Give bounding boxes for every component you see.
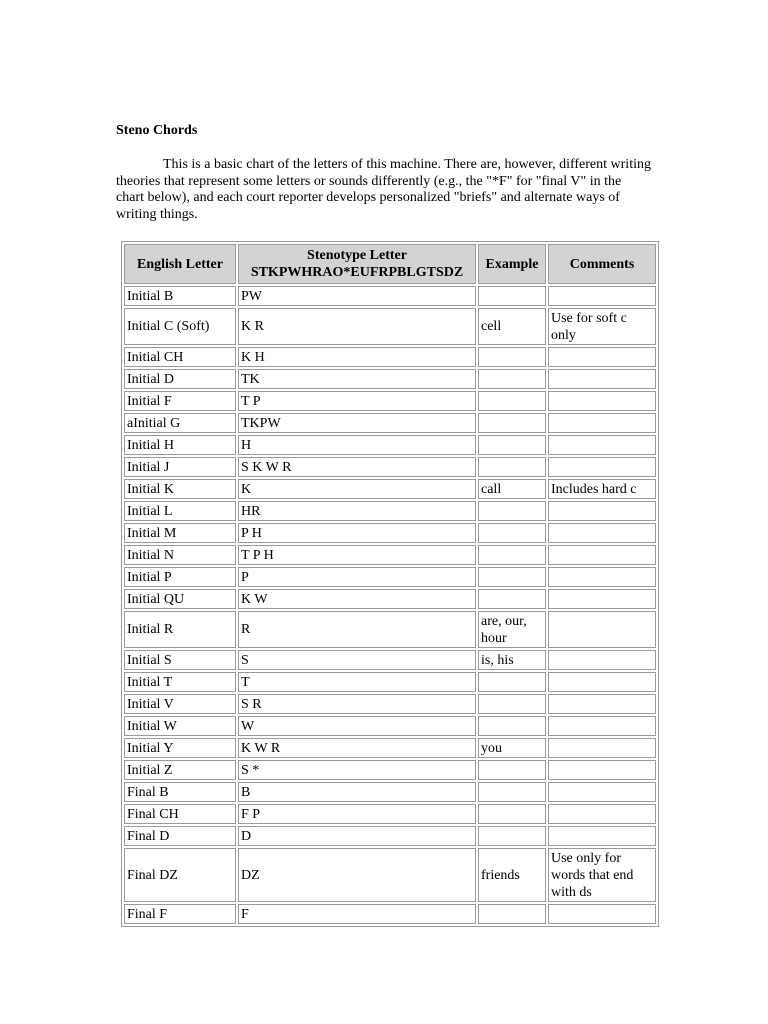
stenotype-letter-cell: T [238,672,476,692]
english-letter-cell: Initial L [124,501,236,521]
table-row [124,650,656,670]
table-row [124,826,656,846]
stenotype-letter-cell: PW [238,286,476,306]
example-cell: friends [478,848,546,902]
header-example: Example [478,244,546,284]
example-cell [478,567,546,587]
example-cell [478,804,546,824]
stenotype-letter-cell: S * [238,760,476,780]
stenotype-letter-cell: F [238,904,476,924]
english-letter-cell: Initial R [124,611,236,648]
table-row [124,904,656,924]
comments-cell [548,435,656,455]
comments-cell [548,672,656,692]
example-cell: are, our, hour [478,611,546,648]
table-row [124,611,656,648]
table-row [124,738,656,758]
stenotype-letter-cell: F P [238,804,476,824]
stenotype-letter-cell: TK [238,369,476,389]
english-letter-cell: aInitial G [124,413,236,433]
english-letter-cell: Initial T [124,672,236,692]
header-comments: Comments [548,244,656,284]
intro-paragraph: This is a basic chart of the letters of this machine. There are, however, different writing theories that represent some letters or sounds differently (e.g., the "*F" for "final V" in the chart below), and each court reporter develops personalized "briefs" and alternate ways of writing things. [116,157,651,222]
comments-cell [548,782,656,802]
english-letter-cell: Initial D [124,369,236,389]
english-letter-cell: Initial J [124,457,236,477]
table-row [124,523,656,543]
table-row [124,804,656,824]
english-letter-cell: Initial N [124,545,236,565]
comments-cell: Use for soft c only [548,308,656,345]
comments-cell [548,457,656,477]
english-letter-cell: Initial QU [124,589,236,609]
example-cell [478,694,546,714]
table-row [124,716,656,736]
example-cell [478,760,546,780]
english-letter-cell: Initial S [124,650,236,670]
table-row [124,589,656,609]
table-row [124,413,656,433]
english-letter-cell: Initial C (Soft) [124,308,236,345]
stenotype-letter-cell: D [238,826,476,846]
stenotype-letter-cell: K [238,479,476,499]
english-letter-cell: Initial W [124,716,236,736]
table-row [124,501,656,521]
header-stenotype-letter [238,244,476,284]
comments-cell [548,589,656,609]
example-cell [478,545,546,565]
stenotype-letter-cell: K H [238,347,476,367]
english-letter-cell: Initial CH [124,347,236,367]
comments-cell [548,413,656,433]
example-cell [478,523,546,543]
table-row [124,760,656,780]
example-cell: call [478,479,546,499]
stenotype-letter-cell: T P H [238,545,476,565]
comments-cell [548,904,656,924]
stenotype-letter-cell: P [238,567,476,587]
table-row [124,369,656,389]
example-cell [478,782,546,802]
comments-cell [548,501,656,521]
comments-cell [548,650,656,670]
comments-cell [548,716,656,736]
table-body [124,286,656,924]
english-letter-cell: Initial M [124,523,236,543]
header-stenotype-keys: STKPWHRAO*EUFRPBLGTSDZ [250,265,464,280]
stenotype-letter-cell: K W R [238,738,476,758]
table-row [124,347,656,367]
table-row [124,545,656,565]
english-letter-cell: Initial P [124,567,236,587]
comments-cell [548,738,656,758]
example-cell [478,589,546,609]
stenotype-letter-cell: S [238,650,476,670]
header-stenotype-title: Stenotype Letter [307,248,407,263]
stenotype-letter-cell: TKPW [238,413,476,433]
table-row [124,694,656,714]
comments-cell [548,545,656,565]
english-letter-cell: Initial H [124,435,236,455]
example-cell [478,672,546,692]
comments-cell [548,391,656,411]
comments-cell [548,694,656,714]
stenotype-letter-cell: K W [238,589,476,609]
english-letter-cell: Initial Z [124,760,236,780]
example-cell: cell [478,308,546,345]
english-letter-cell: Initial F [124,391,236,411]
example-cell [478,457,546,477]
example-cell: you [478,738,546,758]
comments-cell [548,611,656,648]
english-letter-cell: Initial V [124,694,236,714]
english-letter-cell: Final D [124,826,236,846]
stenotype-letter-cell: R [238,611,476,648]
table-header-row [124,244,656,284]
example-cell [478,435,546,455]
stenotype-letter-cell: W [238,716,476,736]
stenotype-letter-cell: S K W R [238,457,476,477]
table-row [124,391,656,411]
table-row [124,567,656,587]
example-cell [478,391,546,411]
comments-cell [548,369,656,389]
comments-cell [548,804,656,824]
english-letter-cell: Initial B [124,286,236,306]
example-cell [478,286,546,306]
table-row [124,286,656,306]
steno-chart-table [121,241,659,927]
stenotype-letter-cell: DZ [238,848,476,902]
page-title: Steno Chords [116,123,198,138]
comments-cell [548,567,656,587]
example-cell [478,904,546,924]
comments-cell: Use only for words that end with ds [548,848,656,902]
table-row [124,435,656,455]
comments-cell [548,760,656,780]
english-letter-cell: Final F [124,904,236,924]
table-row [124,848,656,902]
example-cell [478,369,546,389]
stenotype-letter-cell: H [238,435,476,455]
english-letter-cell: Final B [124,782,236,802]
stenotype-letter-cell: HR [238,501,476,521]
stenotype-letter-cell: P H [238,523,476,543]
english-letter-cell: Final DZ [124,848,236,902]
example-cell [478,501,546,521]
comments-cell [548,523,656,543]
comments-cell [548,286,656,306]
english-letter-cell: Initial Y [124,738,236,758]
table-row [124,308,656,345]
example-cell [478,716,546,736]
stenotype-letter-cell: S R [238,694,476,714]
table-row [124,479,656,499]
stenotype-letter-cell: B [238,782,476,802]
example-cell [478,826,546,846]
english-letter-cell: Initial K [124,479,236,499]
stenotype-letter-cell: T P [238,391,476,411]
table-row [124,672,656,692]
example-cell: is, his [478,650,546,670]
table-row [124,782,656,802]
english-letter-cell: Final CH [124,804,236,824]
comments-cell [548,826,656,846]
table-row [124,457,656,477]
comments-cell [548,347,656,367]
stenotype-letter-cell: K R [238,308,476,345]
comments-cell: Includes hard c [548,479,656,499]
example-cell [478,347,546,367]
header-english-letter: English Letter [124,244,236,284]
example-cell [478,413,546,433]
